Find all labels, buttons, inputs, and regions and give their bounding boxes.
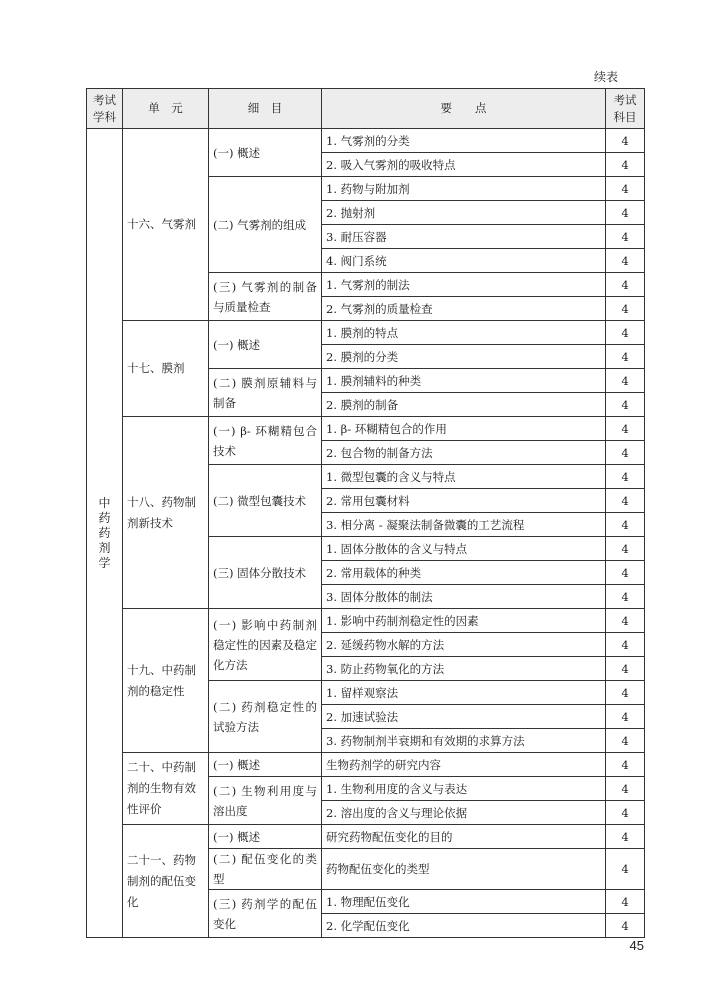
syllabus-table [86, 88, 645, 938]
point-cell: 1. 膜剂辅料的种类 [322, 369, 606, 393]
level-cell: 4 [606, 777, 645, 801]
level-cell: 4 [606, 513, 645, 537]
point-cell: 2. 溶出度的含义与理论依据 [322, 801, 606, 825]
level-cell: 4 [606, 249, 645, 273]
unit-cell: 二十一、药物制剂的配伍变化 [123, 825, 209, 938]
point-cell: 生物药剂学的研究内容 [322, 753, 606, 777]
table-row [87, 321, 645, 345]
level-cell: 4 [606, 890, 645, 914]
table-row [87, 417, 645, 441]
point-cell: 1. 固体分散体的含义与特点 [322, 537, 606, 561]
point-cell: 3. 固体分散体的制法 [322, 585, 606, 609]
level-cell: 4 [606, 537, 645, 561]
table-row [87, 129, 645, 153]
subject-cell [87, 129, 123, 938]
point-cell: 1. β- 环糊精包合的作用 [322, 417, 606, 441]
level-cell: 4 [606, 417, 645, 441]
point-cell: 1. 气雾剂的分类 [322, 129, 606, 153]
level-cell: 4 [606, 914, 645, 938]
point-cell: 2. 包合物的制备方法 [322, 441, 606, 465]
point-cell: 2. 气雾剂的质量检查 [322, 297, 606, 321]
level-cell: 4 [606, 489, 645, 513]
point-cell: 2. 膜剂的制备 [322, 393, 606, 417]
level-cell: 4 [606, 201, 645, 225]
level-cell: 4 [606, 801, 645, 825]
table-body [87, 129, 645, 938]
level-cell: 4 [606, 153, 645, 177]
header-subject: 考试学科 [87, 89, 123, 129]
unit-cell: 十八、药物制剂新技术 [123, 417, 209, 609]
point-cell: 3. 相分离 - 凝聚法制备微囊的工艺流程 [322, 513, 606, 537]
item-cell: (一) β- 环糊精包合技术 [209, 417, 322, 465]
point-cell: 2. 抛射剂 [322, 201, 606, 225]
item-cell: (一) 概述 [209, 321, 322, 369]
continued-label: 续表 [594, 70, 619, 84]
level-cell: 4 [606, 609, 645, 633]
level-cell: 4 [606, 441, 645, 465]
point-cell: 2. 加速试验法 [322, 705, 606, 729]
point-cell: 1. 生物利用度的含义与表达 [322, 777, 606, 801]
level-cell: 4 [606, 825, 645, 849]
point-cell: 药物配伍变化的类型 [322, 849, 606, 890]
level-cell: 4 [606, 585, 645, 609]
unit-cell: 二十、中药制剂的生物有效性评价 [123, 753, 209, 825]
point-cell: 2. 膜剂的分类 [322, 345, 606, 369]
table-row [87, 825, 645, 849]
level-cell: 4 [606, 681, 645, 705]
header-item: 细 目 [209, 89, 322, 129]
level-cell: 4 [606, 177, 645, 201]
header-level: 考试科目 [606, 89, 645, 129]
point-cell: 4. 阀门系统 [322, 249, 606, 273]
point-cell: 3. 防止药物氧化的方法 [322, 657, 606, 681]
point-cell: 3. 耐压容器 [322, 225, 606, 249]
point-cell: 1. 影响中药制剂稳定性的因素 [322, 609, 606, 633]
subject-label: 中药药剂学 [98, 495, 111, 570]
level-cell: 4 [606, 633, 645, 657]
point-cell: 1. 膜剂的特点 [322, 321, 606, 345]
level-cell: 4 [606, 657, 645, 681]
level-cell: 4 [606, 465, 645, 489]
level-cell: 4 [606, 849, 645, 890]
level-cell: 4 [606, 561, 645, 585]
point-cell: 2. 吸入气雾剂的吸收特点 [322, 153, 606, 177]
point-cell: 2. 化学配伍变化 [322, 914, 606, 938]
point-cell: 1. 微型包囊的含义与特点 [322, 465, 606, 489]
point-cell: 3. 药物制剂半衰期和有效期的求算方法 [322, 729, 606, 753]
level-cell: 4 [606, 345, 645, 369]
unit-cell: 十九、中药制剂的稳定性 [123, 609, 209, 753]
item-cell: (一) 概述 [209, 129, 322, 177]
item-cell: (二) 微型包囊技术 [209, 465, 322, 537]
level-cell: 4 [606, 729, 645, 753]
item-cell: (二) 气雾剂的组成 [209, 177, 322, 273]
level-cell: 4 [606, 369, 645, 393]
point-cell: 2. 常用载体的种类 [322, 561, 606, 585]
table-row [87, 753, 645, 777]
level-cell: 4 [606, 273, 645, 297]
point-cell: 1. 留样观察法 [322, 681, 606, 705]
point-cell: 1. 气雾剂的制法 [322, 273, 606, 297]
header-point: 要 点 [322, 89, 606, 129]
item-cell: (一) 概述 [209, 825, 322, 849]
level-cell: 4 [606, 129, 645, 153]
item-cell: (三) 气雾剂的制备与质量检查 [209, 273, 322, 321]
point-cell: 1. 药物与附加剂 [322, 177, 606, 201]
level-cell: 4 [606, 705, 645, 729]
item-cell: (三) 固体分散技术 [209, 537, 322, 609]
item-cell: (三) 药剂学的配伍变化 [209, 890, 322, 938]
point-cell: 研究药物配伍变化的目的 [322, 825, 606, 849]
header-unit: 单 元 [123, 89, 209, 129]
item-cell: (二) 配伍变化的类型 [209, 849, 322, 890]
page-number: 45 [629, 938, 644, 953]
point-cell: 2. 延缓药物水解的方法 [322, 633, 606, 657]
level-cell: 4 [606, 297, 645, 321]
point-cell: 2. 常用包囊材料 [322, 489, 606, 513]
item-cell: (一) 影响中药制剂稳定性的因素及稳定化方法 [209, 609, 322, 681]
level-cell: 4 [606, 753, 645, 777]
item-cell: (二) 生物利用度与溶出度 [209, 777, 322, 825]
level-cell: 4 [606, 393, 645, 417]
table-header-row [87, 89, 645, 129]
point-cell: 1. 物理配伍变化 [322, 890, 606, 914]
level-cell: 4 [606, 321, 645, 345]
level-cell: 4 [606, 225, 645, 249]
item-cell: (二) 药剂稳定性的试验方法 [209, 681, 322, 753]
item-cell: (二) 膜剂原辅料与制备 [209, 369, 322, 417]
table-row [87, 609, 645, 633]
item-cell: (一) 概述 [209, 753, 322, 777]
unit-cell: 十七、膜剂 [123, 321, 209, 417]
unit-cell: 十六、气雾剂 [123, 129, 209, 321]
